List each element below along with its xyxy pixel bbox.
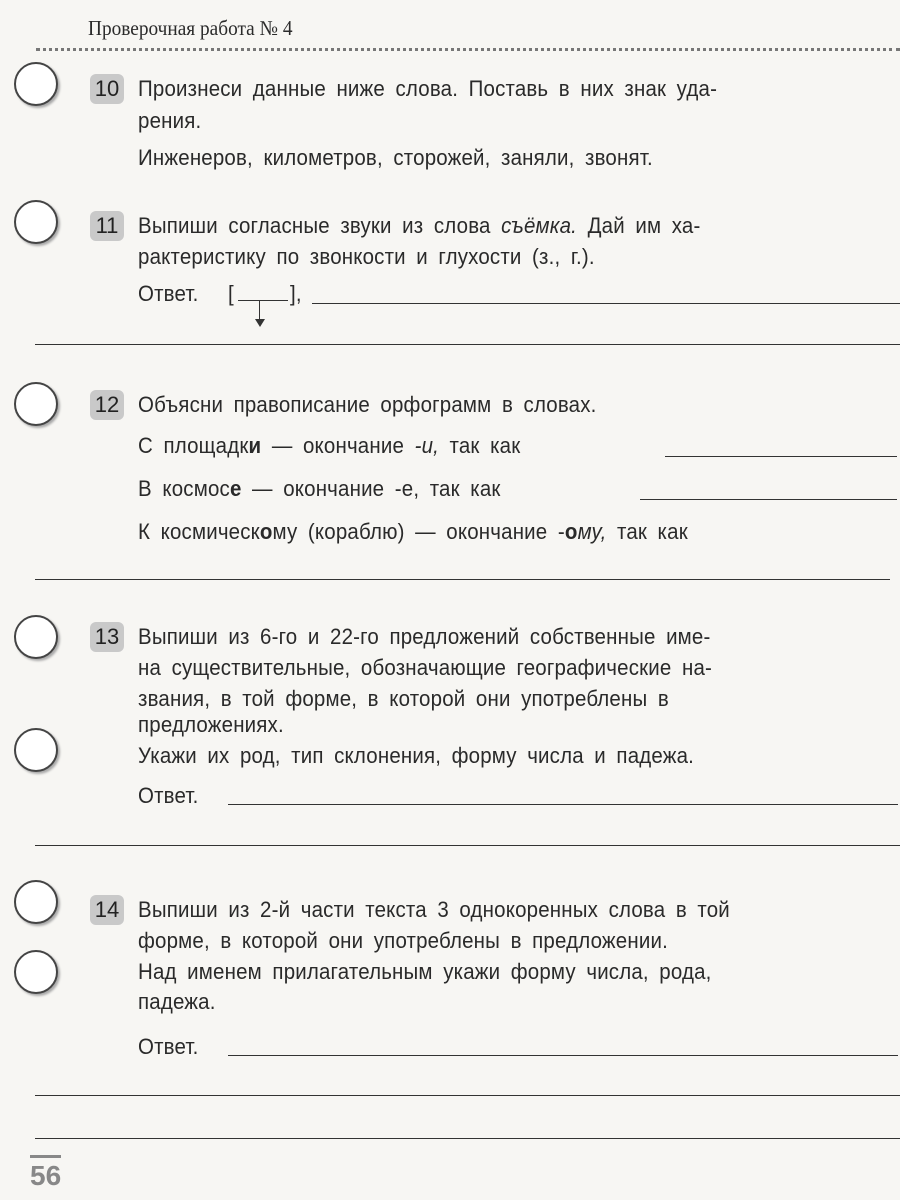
bracket-open: [ (228, 281, 234, 306)
text: так как (606, 519, 688, 544)
text-bold: о (564, 519, 578, 544)
task-11-text: рактеристику по звонкости и глухости (з., г.). (138, 244, 595, 269)
text: С площадк (138, 433, 249, 458)
task-13-text: Укажи их род, тип склонения, форму числа и падежа. (138, 743, 695, 768)
text-italic: -и, (414, 433, 440, 458)
text: му (кораблю) — окончание - (272, 519, 565, 544)
text: К космическ (138, 519, 260, 544)
task-12-item (138, 476, 501, 502)
task-14-text: падежа. (138, 989, 216, 1014)
answer-field[interactable] (228, 804, 898, 805)
task-13-text: Выпиши из 6-го и 22-го предложений собственные име- (138, 624, 711, 649)
task-number-badge: 14 (90, 895, 124, 925)
answer-field[interactable] (35, 344, 900, 345)
text: так как (439, 433, 521, 458)
bracket-answer-field[interactable] (238, 300, 288, 301)
text: Выпиши согласные звуки из слова (138, 213, 502, 238)
word-italic: съёмка. (501, 213, 578, 238)
bracket-close: ], (290, 281, 302, 306)
task-10-text: Произнеси данные ниже слова. Поставь в них знак уда- (138, 76, 718, 101)
task-12-item (138, 433, 520, 459)
score-circle-14[interactable] (14, 880, 58, 924)
task-number-badge: 10 (90, 74, 124, 104)
task-10-words: Инженеров, километров, сторожей, заняли, звонят. (138, 145, 653, 170)
arrow-head-icon (255, 319, 265, 327)
answer-field[interactable] (228, 1055, 898, 1056)
text-bold: и (248, 433, 262, 458)
task-13-text: предложениях. (138, 712, 284, 737)
score-circle-13[interactable] (14, 615, 58, 659)
task-10-text: рения. (138, 108, 202, 133)
text-bold: о (259, 519, 273, 544)
answer-field[interactable] (35, 845, 900, 846)
task-14-text: форме, в которой они употреблены в предложении. (138, 928, 668, 953)
text: В космос (138, 476, 230, 501)
score-circle-13b[interactable] (14, 728, 58, 772)
score-circle-12[interactable] (14, 382, 58, 426)
task-14-text: Выпиши из 2-й части текста 3 однокоренных слова в той (138, 897, 730, 922)
answer-label: Ответ. (138, 1034, 199, 1059)
task-number-badge: 11 (90, 211, 124, 241)
task-11-text (138, 213, 700, 239)
score-circle-11[interactable] (14, 200, 58, 244)
text: — окончание (261, 433, 415, 458)
task-12-item (138, 519, 688, 545)
task-13-text: звания, в той форме, в которой они употреблены в (138, 686, 669, 711)
score-circle-10[interactable] (14, 62, 58, 106)
text: — окончание -е, так как (241, 476, 501, 501)
task-number-badge: 12 (90, 390, 124, 420)
answer-field[interactable] (35, 1095, 900, 1096)
answer-field[interactable] (640, 499, 897, 500)
task-14-text: Над именем прилагательным укажи форму числа, рода, (138, 959, 712, 984)
answer-field[interactable] (665, 456, 897, 457)
page-title: Проверочная работа № 4 (88, 16, 293, 40)
task-13-text: на существительные, обозначающие географические на- (138, 655, 713, 680)
text: Дай им ха- (577, 213, 701, 238)
score-circle-14b[interactable] (14, 950, 58, 994)
task-12-text: Объясни правописание орфограмм в словах. (138, 392, 597, 417)
answer-label: Ответ. (138, 281, 199, 306)
answer-field[interactable] (35, 579, 890, 580)
page-number: 56 (30, 1155, 61, 1192)
dotted-divider (36, 48, 900, 51)
answer-field[interactable] (312, 303, 900, 304)
answer-label: Ответ. (138, 783, 199, 808)
text-bold: е (229, 476, 242, 501)
task-number-badge: 13 (90, 622, 124, 652)
text-italic: му, (577, 519, 607, 544)
answer-field[interactable] (35, 1138, 900, 1139)
